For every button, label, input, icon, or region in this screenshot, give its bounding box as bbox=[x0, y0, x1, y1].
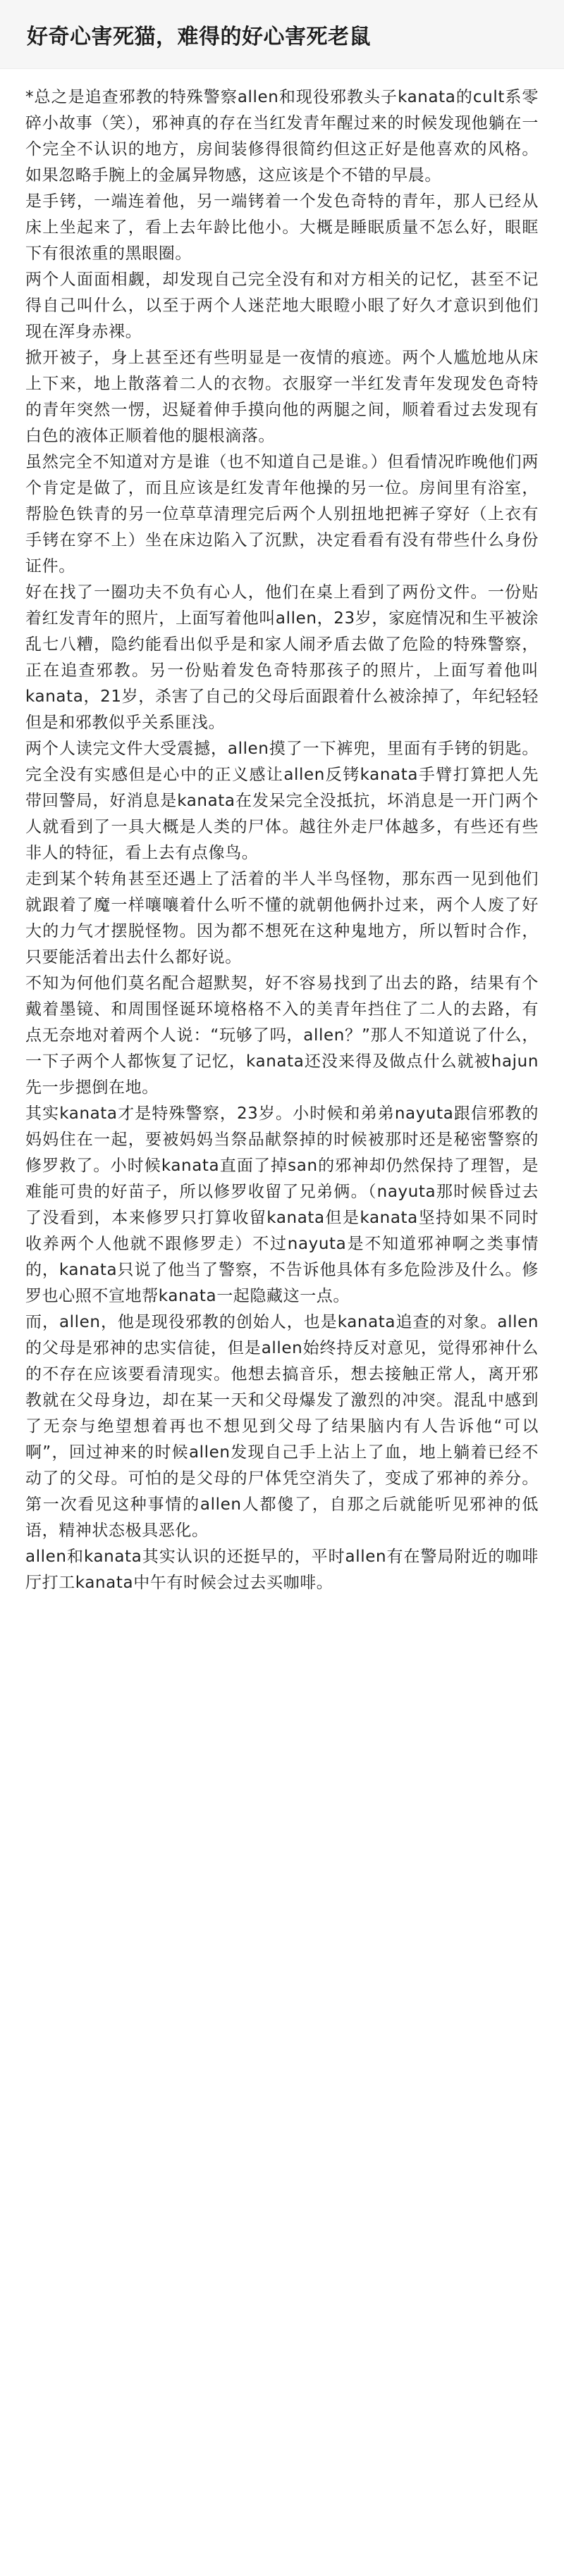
article-paragraph: 走到某个转角甚至还遇上了活着的半人半鸟怪物，那东西一见到他们就跟着了魔一样嚷嚷着什么听不懂的就朝他俩扑过来，两个人废了好大的力气才摆脱怪物。因为都不想死在这种鬼地方，所以暂时合作，只要能活着出去什么都好说。 bbox=[25, 870, 539, 966]
article-paragraph: 两个人面面相觑，却发现自己完全没有和对方相关的记忆，甚至不记得自己叫什么，以至于两个人迷茫地大眼瞪小眼了好久才意识到他们现在浑身赤裸。 bbox=[25, 270, 539, 341]
article-paragraph: 不知为何他们莫名配合超默契，好不容易找到了出去的路，结果有个戴着墨镜、和周围怪诞环境格格不入的美青年挡住了二人的去路，有点无奈地对着两个人说：“玩够了吗，allen？”那人不知道说了什么，一下子两个人都恢复了记忆，kanata还没来得及做点什么就被hajun先一步摁倒在地。 bbox=[25, 974, 539, 1097]
article-paragraph: 好在找了一圈功夫不负有心人，他们在桌上看到了两份文件。一份贴着红发青年的照片，上面写着他叫allen，23岁，家庭情况和生平被涂乱七八糟，隐约能看出似乎是和家人闹矛盾去做了危险的特殊警察，正在追查邪教。另一份贴着发色奇特那孩子的照片，上面写着他叫kanata，21岁，杀害了自己的父母后面跟着什么被涂掉了，年纪轻轻但是和邪教似乎关系匪浅。 bbox=[25, 583, 539, 732]
article-paragraph: *总之是追查邪教的特殊警察allen和现役邪教头子kanata的cult系零碎小故事（笑），邪神真的存在当红发青年醒过来的时候发现他躺在一个完全不认识的地方，房间装修得很简约但这正好是他喜欢的风格。如果忽略手腕上的金属异物感，这应该是个不错的早晨。 bbox=[25, 88, 539, 185]
article-body bbox=[0, 69, 564, 1596]
article-paragraph: 而，allen，他是现役邪教的创始人，也是kanata追查的对象。allen的父母是邪神的忠实信徒，但是allen始终持反对意见，觉得邪神什么的不存在应该要看清现实。他想去搞音乐，想去接触正常人，离开邪教就在父母身边，却在某一天和父母爆发了激烈的冲突。混乱中感到了无奈与绝望想着再也不想见到父母了结果脑内有人告诉他“可以啊”，回过神来的时候allen发现自己手上沾上了血，地上躺着已经不动了的父母。可怕的是父母的尸体凭空消失了，变成了邪神的养分。第一次看见这种事情的allen人都傻了，自那之后就能听见邪神的低语，精神状态极具恶化。 bbox=[25, 1313, 539, 1540]
title-bar bbox=[0, 0, 564, 69]
article-title: 好奇心害死猫，难得的好心害死老鼠 bbox=[27, 24, 371, 49]
article-paragraph: 是手铐，一端连着他，另一端铐着一个发色奇特的青年，那人已经从床上坐起来了，看上去年龄比他小。大概是睡眠质量不怎么好，眼眶下有很浓重的黑眼圈。 bbox=[25, 192, 539, 263]
article-paragraph: 虽然完全不知道对方是谁（也不知道自己是谁。）但看情况昨晚他们两个肯定是做了，而且应该是红发青年他操的另一位。房间里有浴室，帮脸色铁青的另一位草草清理完后两个人别扭地把裤子穿好（上衣有手铐在穿不上）坐在床边陷入了沉默，决定看看有没有带些什么身份证件。 bbox=[25, 453, 539, 575]
article-paragraph: 两个人读完文件大受震撼，allen摸了一下裤兜，里面有手铐的钥匙。完全没有实感但是心中的正义感让allen反铐kanata手臂打算把人先带回警局，好消息是kanata在发呆完全没抵抗，坏消息是一开门两个人就看到了一具大概是人类的尸体。越往外走尸体越多，有些还有些非人的特征，看上去有点像鸟。 bbox=[25, 740, 539, 862]
article-paragraph: allen和kanata其实认识的还挺早的，平时allen有在警局附近的咖啡厅打工kanata中午有时候会过去买咖啡。 bbox=[25, 1548, 539, 1592]
article-paragraph: 掀开被子，身上甚至还有些明显是一夜情的痕迹。两个人尴尬地从床上下来，地上散落着二人的衣物。衣服穿一半红发青年发现发色奇特的青年突然一愣，迟疑着伸手摸向他的两腿之间，顺着看过去发现有白色的液体正顺着他的腿根滴落。 bbox=[25, 349, 539, 445]
article-paragraph: 其实kanata才是特殊警察，23岁。小时候和弟弟nayuta跟信邪教的妈妈住在一起，要被妈妈当祭品献祭掉的时候被那时还是秘密警察的修罗救了。小时候kanata直面了掉san的邪神却仍然保持了理智，是难能可贵的好苗子，所以修罗收留了兄弟俩。（nayuta那时候昏过去了没看到，本来修罗只打算收留kanata但是kanata坚持如果不同时收养两个人他就不跟修罗走）不过nayuta是不知道邪神啊之类事情的，kanata只说了他当了警察，不告诉他具体有多危险涉及什么。修罗也心照不宣地帮kanata一起隐藏这一点。 bbox=[25, 1105, 539, 1305]
